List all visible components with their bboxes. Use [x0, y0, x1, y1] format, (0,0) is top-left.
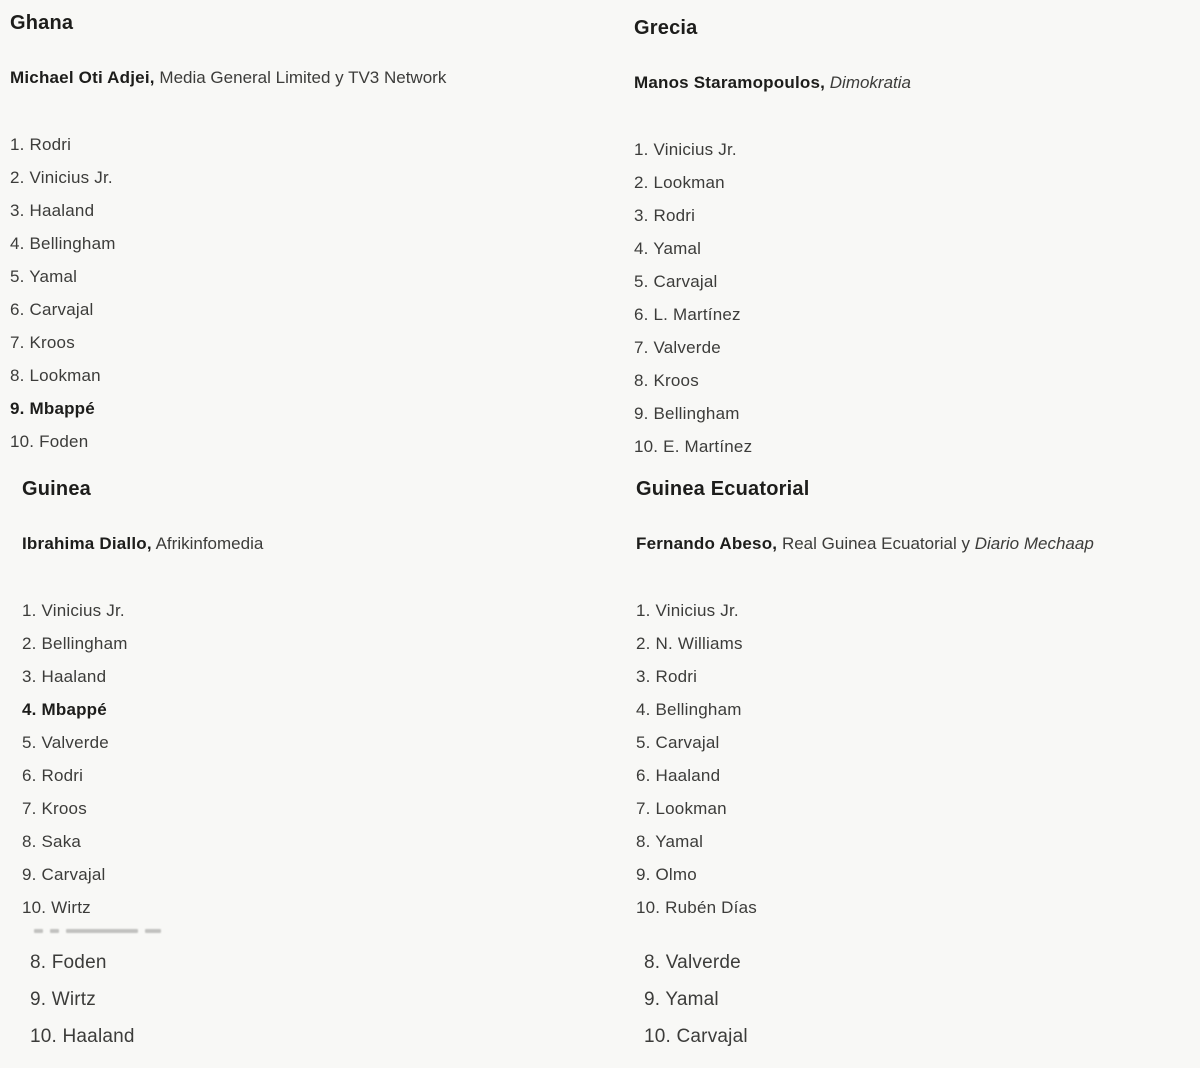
voter-name: Michael Oti Adjei,	[10, 68, 155, 87]
voter-affiliation	[782, 534, 1094, 553]
ranking-item: 3. Rodri	[636, 667, 698, 686]
country-section-ghana	[10, 12, 600, 458]
ranking-item: 10. Haaland	[30, 1026, 135, 1047]
ranking-item: 10. E. Martínez	[634, 437, 753, 456]
ranking-item: 6. Carvajal	[10, 300, 94, 319]
ranking-item: 5. Carvajal	[634, 272, 718, 291]
ranking-item: 3. Haaland	[22, 667, 107, 686]
ranking-item: 7. Lookman	[636, 799, 727, 818]
ranking-item: 6. Haaland	[636, 766, 721, 785]
ranking-item: 7. Kroos	[22, 799, 87, 818]
affiliation-part: Real Guinea Ecuatorial y	[781, 534, 975, 553]
country-heading: Ghana	[10, 12, 74, 34]
ranking-item: 1. Vinicius Jr.	[636, 601, 739, 620]
ranking-item: 2. Bellingham	[22, 634, 128, 653]
ranking-item: 5. Carvajal	[636, 733, 720, 752]
ranking-item: 8. Valverde	[644, 952, 741, 973]
ranking-item: 9. Wirtz	[30, 989, 96, 1010]
affiliation-part: Diario Mechaap	[974, 534, 1094, 553]
left-column	[10, 0, 600, 1055]
ranking-item: 10. Wirtz	[22, 898, 91, 917]
ranking-item: 3. Rodri	[634, 206, 696, 225]
ranking-list	[22, 594, 600, 924]
ranking-item: 10. Foden	[10, 432, 89, 451]
country-section-grecia	[634, 17, 1200, 463]
voter-affiliation	[830, 73, 911, 92]
ranking-item: 9. Yamal	[644, 989, 719, 1010]
affiliation-part: Dimokratia	[829, 73, 912, 92]
voter-line	[10, 68, 600, 88]
ranking-item: 7. Kroos	[10, 333, 75, 352]
ranking-item: 1. Vinicius Jr.	[22, 601, 125, 620]
voter-affiliation	[156, 534, 264, 553]
voter-name: Fernando Abeso,	[636, 534, 778, 553]
ranking-item: 6. Rodri	[22, 766, 84, 785]
country-section-guinea-ecuatorial	[636, 478, 1200, 924]
affiliation-part: Media General Limited y TV3 Network	[159, 68, 447, 87]
ranking-item: 1. Vinicius Jr.	[634, 140, 737, 159]
ranking-item: 9. Mbappé	[10, 399, 95, 418]
ranking-item: 10. Rubén Días	[636, 898, 757, 917]
ranking-item: 9. Carvajal	[22, 865, 106, 884]
ranking-item: 4. Yamal	[634, 239, 702, 258]
ranking-item: 2. Lookman	[634, 173, 725, 192]
ranking-item: 5. Yamal	[10, 267, 78, 286]
ranking-item: 4. Bellingham	[636, 700, 742, 719]
ranking-item: 2. Vinicius Jr.	[10, 168, 113, 187]
voter-line	[634, 73, 1200, 93]
ranking-item: 6. L. Martínez	[634, 305, 741, 324]
ranking-item: 8. Foden	[30, 952, 107, 973]
ranking-item: 9. Olmo	[636, 865, 697, 884]
ranking-item: 8. Kroos	[634, 371, 699, 390]
ranking-item: 8. Lookman	[10, 366, 101, 385]
clipped-list-tail-left	[30, 944, 600, 1055]
ranking-item: 1. Rodri	[10, 135, 72, 154]
ranking-item: 7. Valverde	[634, 338, 721, 357]
ranking-item: 5. Valverde	[22, 733, 109, 752]
ranking-item: 10. Carvajal	[644, 1026, 748, 1047]
ranking-list	[10, 128, 600, 458]
voter-line	[636, 534, 1200, 554]
right-column	[634, 0, 1200, 1055]
ranking-list	[636, 594, 1200, 924]
affiliation-part: Afrikinfomedia	[155, 534, 264, 553]
ranking-item: 8. Yamal	[636, 832, 704, 851]
voter-line	[22, 534, 600, 554]
country-heading: Guinea Ecuatorial	[636, 478, 810, 500]
voter-affiliation	[159, 68, 446, 87]
country-heading: Guinea	[22, 478, 91, 500]
ranking-item: 4. Bellingham	[10, 234, 116, 253]
ranking-item: 4. Mbappé	[22, 700, 107, 719]
ranking-list	[634, 133, 1200, 463]
ranking-item: 9. Bellingham	[634, 404, 740, 423]
clipped-list-tail-right	[644, 944, 1200, 1055]
voter-name: Ibrahima Diallo,	[22, 534, 152, 553]
voter-name: Manos Staramopoulos,	[634, 73, 826, 92]
ranking-item: 3. Haaland	[10, 201, 95, 220]
clipped-text-artifact	[34, 926, 600, 936]
ranking-item: 8. Saka	[22, 832, 82, 851]
country-heading: Grecia	[634, 17, 698, 39]
ranking-item: 2. N. Williams	[636, 634, 743, 653]
country-section-guinea	[22, 478, 600, 924]
